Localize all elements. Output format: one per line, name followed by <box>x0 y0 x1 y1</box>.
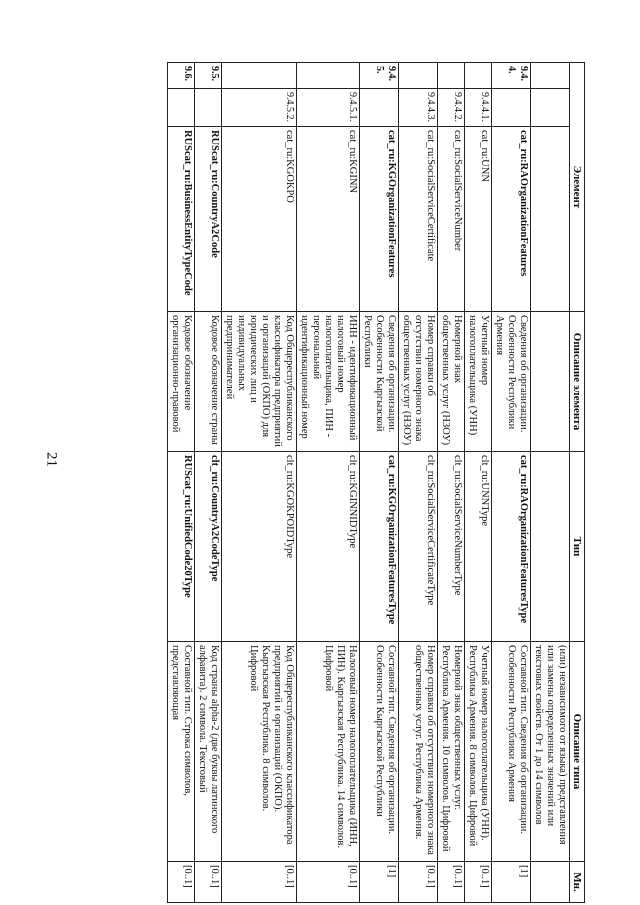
header-type-desc: Описание типа <box>570 642 585 862</box>
cell-element-desc: Код Общереспубликанского классификатора предприятий и организаций (ОКПО) для юридических лиц и индивидуальных предпринимателей <box>222 312 297 452</box>
table-row <box>297 63 360 903</box>
cell-element: cat_ru:SocialServiceNumber <box>438 127 465 312</box>
cell-type <box>531 452 570 642</box>
cell-type: clt_ru:SocialServiceCertificateType <box>399 452 438 642</box>
table-row <box>195 63 222 903</box>
cell-number <box>531 63 570 89</box>
table-row <box>399 63 438 903</box>
cell-type: clt_ru:UNNType <box>465 452 492 642</box>
cell-subnumber: 9.4.4.3. <box>399 89 438 127</box>
cell-type: cat_ru:KGOrganizationFeaturesType <box>360 452 399 642</box>
cell-subnumber: 9.4.4.2. <box>438 89 465 127</box>
cell-element-desc: Учетный номер налогоплательщика (УНН) <box>465 312 492 452</box>
cell-mn: [0..1] <box>168 862 195 903</box>
cell-type: clt_ru:SocialServiceNumberType <box>438 452 465 642</box>
header-mn: Мн. <box>570 862 585 903</box>
cell-number <box>399 63 438 89</box>
cell-type-desc: Составной тип. Сведения об организации. Особенности Республики Армения <box>492 642 531 862</box>
cell-mn <box>531 862 570 903</box>
cell-type: clt_ru:KGOKPOIDType <box>222 452 297 642</box>
spec-table-rotated <box>115 62 585 902</box>
cell-element: RUScat_ru:BusinessEntityTypeCode <box>168 127 195 312</box>
cell-element: cat_ru:RAOrganizationFeatures <box>492 127 531 312</box>
cell-mn: [0..1] <box>465 862 492 903</box>
page-number: 21 <box>43 452 60 467</box>
cell-type-desc: Учетный номер налогоплательщика (УНН). Республика Армения. 8 символов. Цифровой <box>465 642 492 862</box>
cell-type-desc: Номерной знак общественных услуг. Республика Армения. 10 символов. Цифровой <box>438 642 465 862</box>
cell-mn: [0..1] <box>297 862 360 903</box>
cell-subnumber: 9.4.4.1. <box>465 89 492 127</box>
cell-number <box>222 63 297 89</box>
cell-subnumber: 9.4.5.1. <box>297 89 360 127</box>
cell-type-desc: Составной тип. Строка символов, представляющая <box>168 642 195 862</box>
cell-element: cat_ru:KGOrganizationFeatures <box>360 127 399 312</box>
cell-element: cat_ru:KGINN <box>297 127 360 312</box>
cell-subnumber <box>195 89 222 127</box>
header-type: Тип <box>570 452 585 642</box>
cell-subnumber <box>531 89 570 127</box>
cell-type-desc: (или) независимого от языка) представления или замены определенных значений или текстовых свойств. От 1 до 14 символов <box>531 642 570 862</box>
cell-subnumber <box>360 89 399 127</box>
cell-element-desc: Сведения об организации. Особенности Республики Армения <box>492 312 531 452</box>
cell-subnumber <box>168 89 195 127</box>
cell-mn: [0..1] <box>195 862 222 903</box>
cell-type-desc: Налоговый номер налогоплательщика (ИНН, ПИН). Кыргызская Республика. 14 символов. Цифровой <box>297 642 360 862</box>
cell-number: 9.5. <box>195 63 222 89</box>
cell-element-desc <box>531 312 570 452</box>
cell-type: RUScat_ru:UnifiedCode20Type <box>168 452 195 642</box>
table-header-row <box>570 63 585 903</box>
cell-number <box>297 63 360 89</box>
header-element-desc: Описание элемента <box>570 312 585 452</box>
cell-mn: [1] <box>492 862 531 903</box>
cell-type-desc: Номер справки об отсутствии номерного знака общественных услуг. Республика Армения. <box>399 642 438 862</box>
cell-number: 9.4.5. <box>360 63 399 89</box>
cell-type: cat_ru:RAOrganizationFeaturesType <box>492 452 531 642</box>
cell-element-desc: Номер справки об отсутствии номерного знака общественных услуг (НЗОУ) <box>399 312 438 452</box>
table-row <box>168 63 195 903</box>
cell-type-desc: Код Общереспубликанского классификатора предприятий и организаций (ОКПО). Кыргызская Республика. 8 символов. Цифровой <box>222 642 297 862</box>
cell-element-desc: Кодовое обозначение страны <box>195 312 222 452</box>
cell-mn: [0..1] <box>222 862 297 903</box>
cell-number <box>465 63 492 89</box>
cell-type: clt_ru:KGINNIDType <box>297 452 360 642</box>
cell-number: 9.6. <box>168 63 195 89</box>
cell-mn: [0..1] <box>399 862 438 903</box>
cell-type-desc: Составной тип. Сведения об организации. Особенности Кыргызской Республики <box>360 642 399 862</box>
cell-number <box>438 63 465 89</box>
cell-number: 9.4.4. <box>492 63 531 89</box>
cell-element <box>531 127 570 312</box>
cell-element-desc: Сведения об организации. Особенности Кыргызской Республики <box>360 312 399 452</box>
cell-mn: [1] <box>360 862 399 903</box>
table-row <box>438 63 465 903</box>
cell-subnumber <box>492 89 531 127</box>
cell-type: clt_ru:CountryA2CodeType <box>195 452 222 642</box>
cell-element: RUScat_ru:CountryA2Code <box>195 127 222 312</box>
cell-element-desc: Кодовое обозначение организационно-правовой <box>168 312 195 452</box>
cell-mn: [0..1] <box>438 862 465 903</box>
table-row <box>492 63 531 903</box>
spec-table <box>167 62 585 903</box>
header-element: Элемент <box>570 63 585 312</box>
table-row <box>531 63 570 903</box>
cell-element-desc: ИНН - идентификационный налоговый номер налогоплательщика, ПИН - персональный идентификационный номер <box>297 312 360 452</box>
cell-element-desc: Номерной знак общественных услуг (НЗОУ) <box>438 312 465 452</box>
table-row <box>360 63 399 903</box>
cell-type-desc: Код страны alpha-2 (две буквы латинского алфавита). 2 символа. Текстовый <box>195 642 222 862</box>
table-row <box>465 63 492 903</box>
cell-element: cat_ru:KGOKPO <box>222 127 297 312</box>
cell-element: cat_ru:UNN <box>465 127 492 312</box>
table-row <box>222 63 297 903</box>
cell-element: cat_ru:SocialServiceCertificate <box>399 127 438 312</box>
cell-subnumber: 9.4.5.2. <box>222 89 297 127</box>
